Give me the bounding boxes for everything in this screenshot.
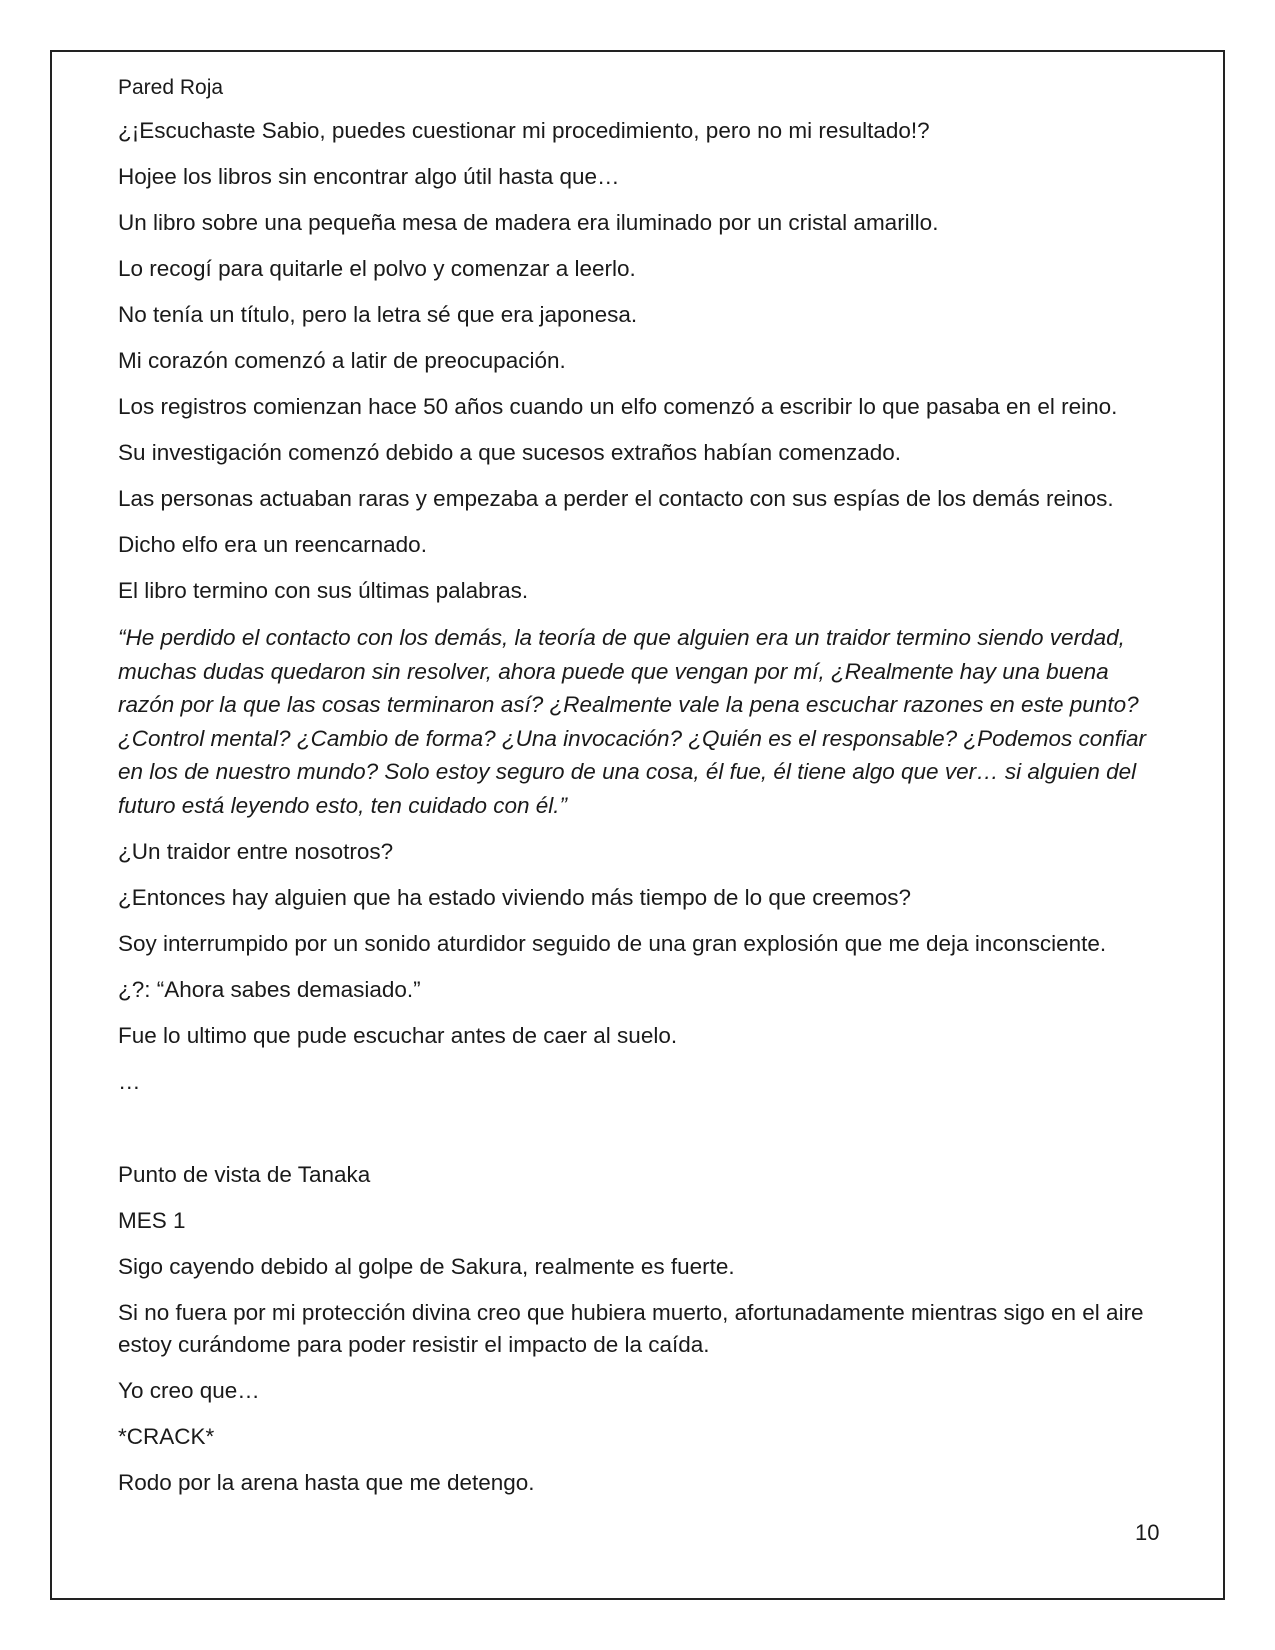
paragraph: Un libro sobre una pequeña mesa de madera era iluminado por un cristal amarillo. bbox=[118, 210, 939, 235]
paragraph: El libro termino con sus últimas palabras. bbox=[118, 578, 529, 603]
scene-break: … bbox=[118, 1069, 141, 1094]
running-header: Pared Roja bbox=[118, 76, 224, 99]
chapter-marker: MES 1 bbox=[118, 1208, 186, 1233]
dialogue-line: ¿?: “Ahora sabes demasiado.” bbox=[118, 977, 421, 1002]
section-spacer bbox=[118, 1112, 1158, 1159]
paragraph: Si no fuera por mi protección divina creo que hubiera muerto, afortunadamente mientras sigo en el aire estoy curándome para poder resistir el impacto de la caída. bbox=[118, 1300, 1144, 1357]
section-heading: Punto de vista de Tanaka bbox=[118, 1162, 371, 1187]
paragraph: Su investigación comenzó debido a que sucesos extraños habían comenzado. bbox=[118, 440, 902, 465]
paragraph: Yo creo que… bbox=[118, 1378, 260, 1403]
paragraph: ¿Entonces hay alguien que ha estado viviendo más tiempo de lo que creemos? bbox=[118, 885, 911, 910]
paragraph: Soy interrumpido por un sonido aturdidor seguido de una gran explosión que me deja inconsciente. bbox=[118, 931, 1107, 956]
book-quote: “He perdido el contacto con los demás, la teoría de que alguien era un traidor termino siendo verdad, muchas dudas quedaron sin resolver, ahora puede que vengan por mí, ¿Realmente hay una buena razón por la que las cosas terminaron así? ¿Realmente vale la pena escuchar razones en este punto? ¿Control mental? ¿Cambio de forma? ¿Una invocación? ¿Quién es el responsable? ¿Podemos confiar en los de nuestro mundo? Solo estoy seguro de una cosa, él fue, él tiene algo que ver… si alguien del futuro está leyendo esto, ten cuidado con él.” bbox=[118, 625, 1147, 818]
paragraph: Rodo por la arena hasta que me detengo. bbox=[118, 1470, 535, 1495]
paragraph: ¿Un traidor entre nosotros? bbox=[118, 839, 394, 864]
paragraph: Las personas actuaban raras y empezaba a perder el contacto con sus espías de los demás reinos. bbox=[118, 486, 1114, 511]
paragraph: Mi corazón comenzó a latir de preocupación. bbox=[118, 348, 566, 373]
paragraph: Dicho elfo era un reencarnado. bbox=[118, 532, 427, 557]
page-number: 10 bbox=[1135, 1520, 1160, 1545]
paragraph: No tenía un título, pero la letra sé que era japonesa. bbox=[118, 302, 638, 327]
paragraph: ¿¡Escuchaste Sabio, puedes cuestionar mi procedimiento, pero no mi resultado!? bbox=[118, 118, 930, 143]
page-content bbox=[118, 75, 1158, 1513]
paragraph: Sigo cayendo debido al golpe de Sakura, realmente es fuerte. bbox=[118, 1254, 735, 1279]
sound-effect: *CRACK* bbox=[118, 1424, 215, 1449]
paragraph: Los registros comienzan hace 50 años cuando un elfo comenzó a escribir lo que pasaba en el reino. bbox=[118, 394, 1118, 419]
paragraph: Fue lo ultimo que pude escuchar antes de caer al suelo. bbox=[118, 1023, 678, 1048]
paragraph: Hojee los libros sin encontrar algo útil hasta que… bbox=[118, 164, 620, 189]
paragraph: Lo recogí para quitarle el polvo y comenzar a leerlo. bbox=[118, 256, 636, 281]
